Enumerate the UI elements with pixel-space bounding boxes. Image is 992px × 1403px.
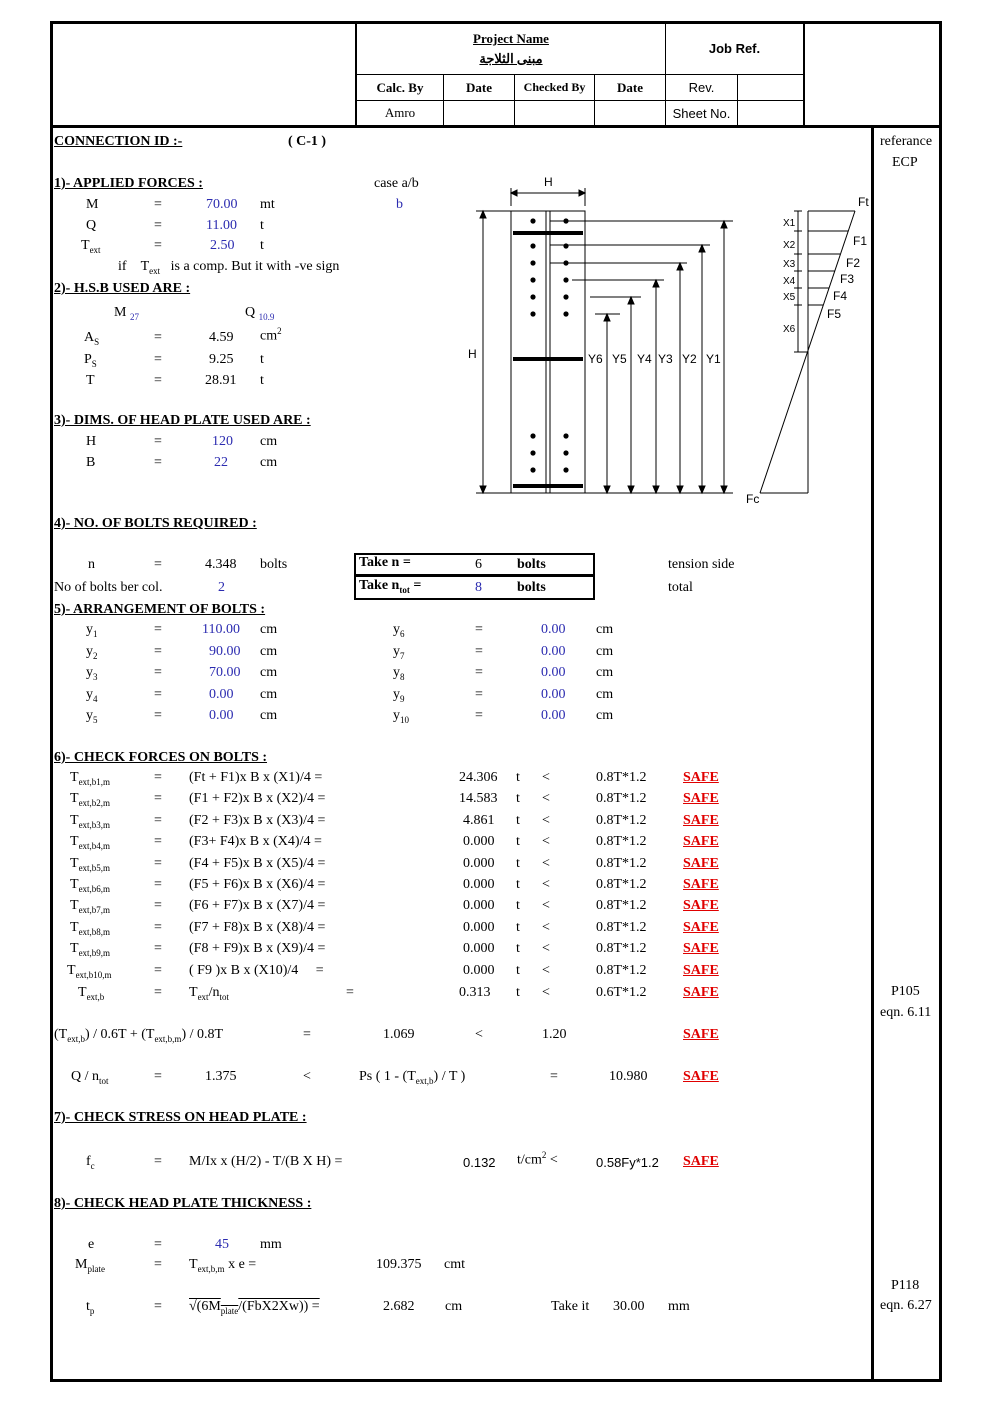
arrangement-right-symbol: $y_6$ <box>393 622 405 639</box>
shear-check-eq-2: = <box>550 1069 558 1084</box>
take-ntot-label: Take $n_{tot}$ = <box>359 578 422 595</box>
tp-value: 2.682 <box>383 1299 415 1314</box>
bolt-grade-m: M $_{27}$ <box>114 305 139 322</box>
bolt-force-formula: ( F9 )x B x (X10)/4 = <box>189 962 324 978</box>
take-ntot-value: 8 <box>475 580 482 595</box>
connection-id-value: ( C-1 ) <box>288 134 327 149</box>
arrangement-right-unit: cm <box>596 665 614 680</box>
bolt-force-unit: t <box>516 812 520 828</box>
bolt-force-formula: (F3+ F4)x B x (X4)/4 = <box>189 834 322 850</box>
mplate-formula: $T_{ext,b,m}$ x e = <box>189 1257 257 1274</box>
arrangement-right-eq: = <box>475 687 483 702</box>
fc-value: 0.132 <box>463 1155 496 1170</box>
diagram-x-label: X6 <box>783 324 796 335</box>
bolt-force-result: SAFE <box>683 770 719 785</box>
bolt-force-limit: 0.8T*1.2 <box>596 812 647 828</box>
as-label: $A_S$ <box>84 330 100 347</box>
case-value: b <box>396 197 403 212</box>
job-ref-label: Job Ref. <box>708 41 761 56</box>
m-value: 70.00 <box>206 197 238 212</box>
diagram-force-label: F4 <box>833 289 848 303</box>
tb-result: SAFE <box>683 985 719 1000</box>
bolt-force-result: SAFE <box>683 898 719 914</box>
e-value: 45 <box>215 1237 229 1252</box>
shear-check-result: SAFE <box>683 1069 719 1084</box>
b-label: B <box>86 455 96 470</box>
bolt-force-value: 4.861 <box>463 812 495 828</box>
calc-by-value-cell <box>355 100 444 126</box>
text-eq: = <box>154 238 162 253</box>
checked-by-cell <box>514 74 595 101</box>
n-label: n <box>88 557 95 572</box>
bolt-force-limit: 0.8T*1.2 <box>596 791 647 807</box>
arrangement-right-value: 0.00 <box>541 665 566 680</box>
bolt-force-eq: = <box>154 791 162 807</box>
tb-eq: = <box>154 985 162 1000</box>
e-unit: mm <box>260 1237 282 1252</box>
mplate-eq: = <box>154 1257 162 1272</box>
bolt-force-eq: = <box>154 770 162 785</box>
bolt-force-formula: (F5 + F6)x B x (X6)/4 = <box>189 877 326 892</box>
bolt-force-op: < <box>542 770 550 785</box>
bolt-force-eq: = <box>154 834 162 850</box>
diagram-fc-label: Fc <box>746 492 760 506</box>
shear-check-op: < <box>303 1069 311 1084</box>
arrangement-left-eq: = <box>154 665 162 680</box>
diagram-x-label: X3 <box>783 259 796 270</box>
arrangement-left-value: 90.00 <box>209 644 241 659</box>
bolt-force-symbol: $T_{ext,b6,m}$ <box>70 877 111 894</box>
tb-limit: 0.6T*1.2 <box>596 985 647 1000</box>
arrangement-left-symbol: $y_5$ <box>86 708 98 725</box>
bolt-force-eq: = <box>154 812 162 828</box>
bolt-force-op: < <box>542 834 550 850</box>
arrangement-right-symbol: $y_{10}$ <box>393 708 409 725</box>
bolt-force-symbol: $T_{ext,b4,m}$ <box>70 834 111 851</box>
arrangement-left-unit: cm <box>260 644 278 659</box>
mplate-unit: cmt <box>444 1257 465 1272</box>
combined-check-eq: = <box>303 1027 311 1042</box>
section-7-title: 7)- CHECK STRESS ON HEAD PLATE : <box>54 1110 307 1125</box>
diagram-force-label: F1 <box>853 234 868 248</box>
bolt-force-op: < <box>542 855 550 871</box>
diagram-y-label: Y6 <box>588 352 603 366</box>
text-label: $T_{ext}$ <box>81 238 101 255</box>
bolt-force-op: < <box>542 812 550 828</box>
arrangement-left-unit: cm <box>260 687 278 702</box>
per-col-label: No of bolts ber col. <box>54 580 163 595</box>
arrangement-right-eq: = <box>475 622 483 637</box>
arrangement-left-symbol: $y_4$ <box>86 687 98 704</box>
bolt-force-unit: t <box>516 898 520 914</box>
fc-label: $f_c$ <box>86 1154 95 1171</box>
bolt-force-result: SAFE <box>683 812 719 828</box>
bolt-force-symbol: $T_{ext,b1,m}$ <box>70 770 111 787</box>
as-unit: $cm^2$ <box>260 326 282 344</box>
tp-take-unit: mm <box>668 1299 690 1314</box>
date-value-cell-2 <box>594 100 666 126</box>
tp-eq: = <box>154 1299 162 1314</box>
project-name-value: مبنى الثلاجة <box>479 50 543 66</box>
arrangement-right-value: 0.00 <box>541 687 566 702</box>
arrangement-right-value: 0.00 <box>541 622 566 637</box>
diagram-y-label: Y4 <box>637 352 652 366</box>
bolt-force-limit: 0.8T*1.2 <box>596 898 647 914</box>
mplate-value: 109.375 <box>376 1257 422 1272</box>
sheet-no-value-cell <box>737 100 805 126</box>
bolt-force-eq: = <box>154 855 162 871</box>
bolt-force-unit: t <box>516 855 520 871</box>
section-5-title: 5)- ARRANGEMENT OF BOLTS : <box>54 602 266 617</box>
diagram-x-label: X2 <box>783 240 796 251</box>
ps-eq: = <box>154 352 162 367</box>
bolt-force-unit: t <box>516 877 520 892</box>
combined-check-value: 1.069 <box>383 1027 415 1042</box>
bolt-force-op: < <box>542 919 550 935</box>
bolt-force-eq: = <box>154 898 162 914</box>
combined-check-formula: $(T_{ext,b}) / 0.6T + (T_{ext,b,m}) / 0.8T$ <box>54 1027 224 1044</box>
fc-limit: 0.58Fy*1.2 <box>596 1155 659 1170</box>
bolt-force-unit: t <box>516 962 520 978</box>
arrangement-left-eq: = <box>154 708 162 723</box>
section-4-title: 4)- NO. OF BOLTS REQUIRED : <box>54 516 257 531</box>
t-unit: t <box>260 373 264 388</box>
job-ref-cell <box>665 22 805 75</box>
reference-title: referance <box>880 134 933 149</box>
bolt-force-value: 0.000 <box>463 834 495 850</box>
diagram-h-side-label: H <box>468 347 477 361</box>
bolt-force-result: SAFE <box>683 962 719 978</box>
date-cell-1 <box>443 74 515 101</box>
mplate-label: $M_{plate}$ <box>75 1257 105 1274</box>
section-2-title: 2)- H.S.B USED ARE : <box>54 281 191 296</box>
diagram-force-label: F3 <box>840 272 855 286</box>
bolt-force-op: < <box>542 941 550 957</box>
t-value: 28.91 <box>205 373 237 388</box>
bolt-force-op: < <box>542 877 550 892</box>
bolt-force-formula: (F8 + F9)x B x (X9)/4 = <box>189 941 326 957</box>
combined-check-op: < <box>475 1027 483 1042</box>
diagram-x-label: X5 <box>783 292 796 303</box>
arrangement-right-eq: = <box>475 644 483 659</box>
checked-by-label: Checked By <box>523 80 586 94</box>
arrangement-left-eq: = <box>154 622 162 637</box>
q-value: 11.00 <box>206 218 237 233</box>
arrangement-right-symbol: $y_7$ <box>393 644 405 661</box>
bolt-force-symbol: $T_{ext,b8,m}$ <box>70 919 111 937</box>
bolt-force-formula: (F7 + F8)x B x (X8)/4 = <box>189 919 326 935</box>
reference-code: ECP <box>892 155 918 170</box>
as-value: 4.59 <box>209 330 234 345</box>
bolt-force-limit: 0.8T*1.2 <box>596 877 647 892</box>
shear-check-formula: Ps ( $1 - (T_{ext,b})$ / T ) <box>359 1069 466 1086</box>
e-label: e <box>88 1237 95 1252</box>
bolt-force-limit: 0.8T*1.2 <box>596 834 647 850</box>
bolt-force-value: 24.306 <box>459 770 498 785</box>
calc-by-label: Calc. By <box>376 79 424 95</box>
rev-cell <box>665 74 738 101</box>
bolt-force-op: < <box>542 791 550 807</box>
bolt-force-eq: = <box>154 962 162 978</box>
rev-value-cell <box>737 74 805 101</box>
bolt-force-limit: 0.8T*1.2 <box>596 919 647 935</box>
diagram-force-label: F5 <box>827 307 842 321</box>
reference-1-page: P105 <box>891 984 920 999</box>
tb-value: 0.313 <box>459 985 491 1000</box>
project-name-label: Project Name <box>473 30 549 46</box>
arrangement-left-eq: = <box>154 644 162 659</box>
bolt-force-formula: (Ft + F1)x B x (X1)/4 = <box>189 770 323 785</box>
as-eq: = <box>154 330 162 345</box>
bolt-grade-q: Q $_{10.9}$ <box>245 305 275 322</box>
fc-eq: = <box>154 1154 162 1169</box>
bolt-force-formula: (F2 + F3)x B x (X3)/4 = <box>189 812 326 828</box>
t-eq: = <box>154 373 162 388</box>
bolt-force-formula: (F4 + F5)x B x (X5)/4 = <box>189 855 326 871</box>
arrangement-right-unit: cm <box>596 644 614 659</box>
tp-formula: $√(6M_{plate}/(FbX2Xw))$ = <box>189 1299 320 1316</box>
diagram-x-label: X1 <box>783 218 796 229</box>
bolt-force-value: 0.000 <box>463 855 495 871</box>
h-label: H <box>86 434 97 449</box>
arrangement-right-value: 0.00 <box>541 644 566 659</box>
tp-label: $t_p$ <box>86 1299 95 1316</box>
bolt-force-limit: 0.8T*1.2 <box>596 941 647 957</box>
take-n-label: Take n = <box>359 555 411 570</box>
arrangement-left-symbol: $y_2$ <box>86 644 98 661</box>
arrangement-left-unit: cm <box>260 622 278 637</box>
tb-formula: $T_{ext}/n_{tot}$ <box>189 985 229 1002</box>
diagram-y-label: Y5 <box>612 352 627 366</box>
b-value: 22 <box>214 455 228 470</box>
tp-unit: cm <box>445 1299 463 1314</box>
h-unit: cm <box>260 434 278 449</box>
bolt-force-unit: t <box>516 770 520 785</box>
combined-check-limit: 1.20 <box>542 1027 567 1042</box>
b-eq: = <box>154 455 162 470</box>
bolt-force-value: 14.583 <box>459 791 498 807</box>
sheet-no-label: Sheet No. <box>672 105 731 121</box>
take-n-note: tension side <box>668 557 735 572</box>
arrangement-left-symbol: $y_1$ <box>86 622 98 639</box>
bolt-force-limit: 0.8T*1.2 <box>596 855 647 871</box>
diagram-y-label: Y2 <box>682 352 697 366</box>
bolt-force-unit: t <box>516 919 520 935</box>
date-label-1: Date <box>466 79 492 95</box>
bolt-force-symbol: $T_{ext,b7,m}$ <box>70 898 111 916</box>
bolt-force-symbol: $T_{ext,b9,m}$ <box>70 941 111 958</box>
reference-1-eqn: eqn. 6.11 <box>880 1005 932 1020</box>
bolt-force-op: < <box>542 962 550 978</box>
rev-label: Rev. <box>688 80 715 95</box>
b-unit: cm <box>260 455 278 470</box>
bolt-force-value: 0.000 <box>463 877 495 892</box>
tb-eq-2: = <box>346 985 354 1000</box>
bolt-force-limit: 0.8T*1.2 <box>596 962 647 978</box>
diagram-y-label: Y3 <box>658 352 673 366</box>
fc-result: SAFE <box>683 1154 719 1169</box>
n-unit: bolts <box>260 557 288 572</box>
ps-label: $P_S$ <box>84 352 97 369</box>
reference-2-page: P118 <box>891 1278 920 1293</box>
text-value: 2.50 <box>210 238 235 253</box>
q-unit: t <box>260 218 264 233</box>
ps-value: 9.25 <box>209 352 234 367</box>
arrangement-left-eq: = <box>154 687 162 702</box>
bolt-force-symbol: $T_{ext,b5,m}$ <box>70 855 111 873</box>
bolt-force-symbol: $T_{ext,b2,m}$ <box>70 791 111 809</box>
bolt-force-value: 0.000 <box>463 962 495 978</box>
ps-unit: t <box>260 352 264 367</box>
arrangement-left-unit: cm <box>260 708 278 723</box>
m-label: M <box>86 197 99 212</box>
text-unit: t <box>260 238 264 253</box>
case-label: case a/b <box>374 176 419 191</box>
bolt-force-result: SAFE <box>683 919 719 935</box>
arrangement-right-value: 0.00 <box>541 708 566 723</box>
bolt-force-value: 0.000 <box>463 919 495 935</box>
checked-by-value-cell <box>514 100 595 126</box>
section-3-title: 3)- DIMS. OF HEAD PLATE USED ARE : <box>54 413 311 428</box>
connection-id-label: CONNECTION ID :- <box>54 134 183 149</box>
tb-label: $T_{ext,b}$ <box>78 985 105 1002</box>
arrangement-right-symbol: $y_9$ <box>393 687 405 704</box>
bolt-force-eq: = <box>154 877 162 892</box>
bolt-force-formula: (F6 + F7)x B x (X7)/4 = <box>189 898 326 914</box>
m-unit: mt <box>260 197 275 212</box>
bolt-force-result: SAFE <box>683 791 719 807</box>
h-eq: = <box>154 434 162 449</box>
arrangement-right-unit: cm <box>596 708 614 723</box>
take-ntot-unit: bolts <box>517 580 546 595</box>
take-n-unit: bolts <box>517 557 546 572</box>
diagram-force-label: Ft <box>858 195 869 209</box>
arrangement-right-unit: cm <box>596 622 614 637</box>
arrangement-left-value: 70.00 <box>209 665 241 680</box>
section-6-title: 6)- CHECK FORCES ON BOLTS : <box>54 750 268 765</box>
arrangement-right-eq: = <box>475 708 483 723</box>
combined-check-result: SAFE <box>683 1027 719 1042</box>
tp-take-value: 30.00 <box>613 1299 645 1314</box>
calc-by-cell <box>355 74 444 101</box>
reference-column-rule <box>871 125 874 1382</box>
bolt-force-limit: 0.8T*1.2 <box>596 770 647 785</box>
n-eq: = <box>154 557 162 572</box>
bolt-force-symbol: $T_{ext,b10,m}$ <box>67 962 112 980</box>
shear-check-label: Q / $n_{tot}$ <box>71 1069 109 1086</box>
arrangement-left-symbol: $y_3$ <box>86 665 98 682</box>
arrangement-left-unit: cm <box>260 665 278 680</box>
bolt-force-value: 0.000 <box>463 898 495 914</box>
diagram-x-label: X4 <box>783 276 796 287</box>
section-8-title: 8)- CHECK HEAD PLATE THICKNESS : <box>54 1196 312 1211</box>
compression-note: if $T_{ext}$ is a comp. But it with -ve sign <box>118 259 340 276</box>
arrangement-left-value: 0.00 <box>209 708 234 723</box>
m-eq: = <box>154 197 162 212</box>
bolt-force-formula: (F1 + F2)x B x (X2)/4 = <box>189 791 326 807</box>
arrangement-right-symbol: $y_8$ <box>393 665 405 682</box>
bolt-force-unit: t <box>516 941 520 957</box>
q-label: Q <box>86 218 97 233</box>
bolt-force-symbol: $T_{ext,b3,m}$ <box>70 812 111 830</box>
arrangement-right-eq: = <box>475 665 483 680</box>
bolt-force-result: SAFE <box>683 941 719 957</box>
take-ntot-note: total <box>668 580 693 595</box>
sheet-no-cell <box>665 100 738 126</box>
bolt-force-result: SAFE <box>683 834 719 850</box>
page-border <box>50 21 942 1382</box>
h-value: 120 <box>212 434 233 449</box>
project-name-cell <box>355 22 666 75</box>
bolt-force-unit: t <box>516 834 520 850</box>
bolt-force-op: < <box>542 898 550 914</box>
date-cell-2 <box>594 74 666 101</box>
e-eq: = <box>154 1237 162 1252</box>
diagram-h-top-label: H <box>544 175 553 189</box>
bolt-force-value: 0.000 <box>463 941 495 957</box>
reference-2-eqn: eqn. 6.27 <box>880 1298 932 1313</box>
arrangement-left-value: 0.00 <box>209 687 234 702</box>
arrangement-left-value: 110.00 <box>202 622 240 637</box>
arrangement-right-unit: cm <box>596 687 614 702</box>
shear-check-limit: 10.980 <box>609 1069 648 1084</box>
shear-check-eq: = <box>154 1069 162 1084</box>
take-n-value: 6 <box>475 557 482 572</box>
per-col-value: 2 <box>218 580 225 595</box>
bolt-force-result: SAFE <box>683 855 719 871</box>
t-label: T <box>86 373 95 388</box>
bolt-force-eq: = <box>154 941 162 957</box>
q-eq: = <box>154 218 162 233</box>
tb-unit: t <box>516 985 520 1000</box>
date-value-cell-1 <box>443 100 515 126</box>
diagram-force-label: F2 <box>846 256 861 270</box>
date-label-2: Date <box>617 79 643 95</box>
fc-formula: M/Ix x (H/2) - T/(B X H) = <box>189 1154 343 1169</box>
shear-check-value: 1.375 <box>205 1069 237 1084</box>
fc-unit: $t/cm^2$ < <box>517 1150 558 1168</box>
bolt-force-result: SAFE <box>683 877 719 892</box>
tb-op: < <box>542 985 550 1000</box>
calc-by-value: Amro <box>384 105 416 120</box>
diagram-y-label: Y1 <box>706 352 721 366</box>
n-value: 4.348 <box>205 557 237 572</box>
bolt-force-eq: = <box>154 919 162 935</box>
section-1-title: 1)- APPLIED FORCES : <box>54 176 203 191</box>
bolt-force-unit: t <box>516 791 520 807</box>
tp-take-label: Take it <box>551 1299 590 1314</box>
